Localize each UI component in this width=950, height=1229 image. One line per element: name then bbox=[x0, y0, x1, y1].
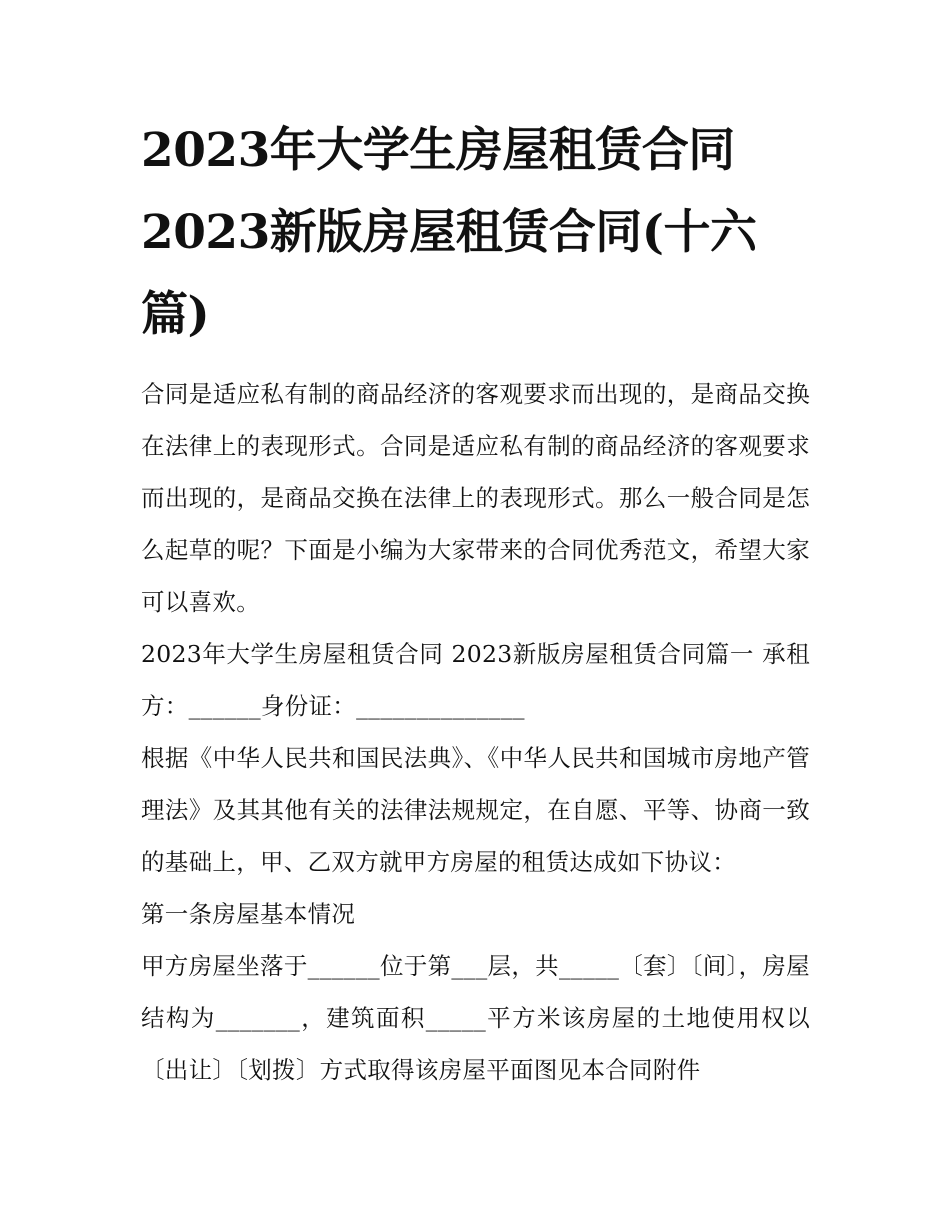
legal-basis-paragraph: 根据《中华人民共和国民法典》、《中华人民共和国城市房地产管理法》及其其他有关的法律法规规定，在自愿、平等、协商一致的基础上，甲、乙双方就甲方房屋的租赁达成如下协议： bbox=[141, 744, 810, 876]
house-info-paragraph: 甲方房屋坐落于______位于第___层，共_____〔套〕〔间〕，房屋结构为_______，建筑面积_____平方米该房屋的土地使用权以〔出让〕〔划拨〕方式取得该房屋平面图见本合同附件 bbox=[141, 952, 810, 1084]
intro-paragraph: 合同是适应私有制的商品经济的客观要求而出现的，是商品交换在法律上的表现形式。合同是适应私有制的商品经济的客观要求而出现的，是商品交换在法律上的表现形式。那么一般合同是怎么起草的呢？下面是小编为大家带来的合同优秀范文，希望大家可以喜欢。 bbox=[141, 380, 810, 616]
contract-heading-paragraph: 2023年大学生房屋租赁合同 2023新版房屋租赁合同篇一 承租方：______身份证：______________ bbox=[141, 640, 810, 720]
document-title: 2023年大学生房屋租赁合同 2023新版房屋租赁合同(十六篇) bbox=[141, 123, 757, 342]
article-one-heading: 第一条房屋基本情况 bbox=[141, 900, 356, 928]
